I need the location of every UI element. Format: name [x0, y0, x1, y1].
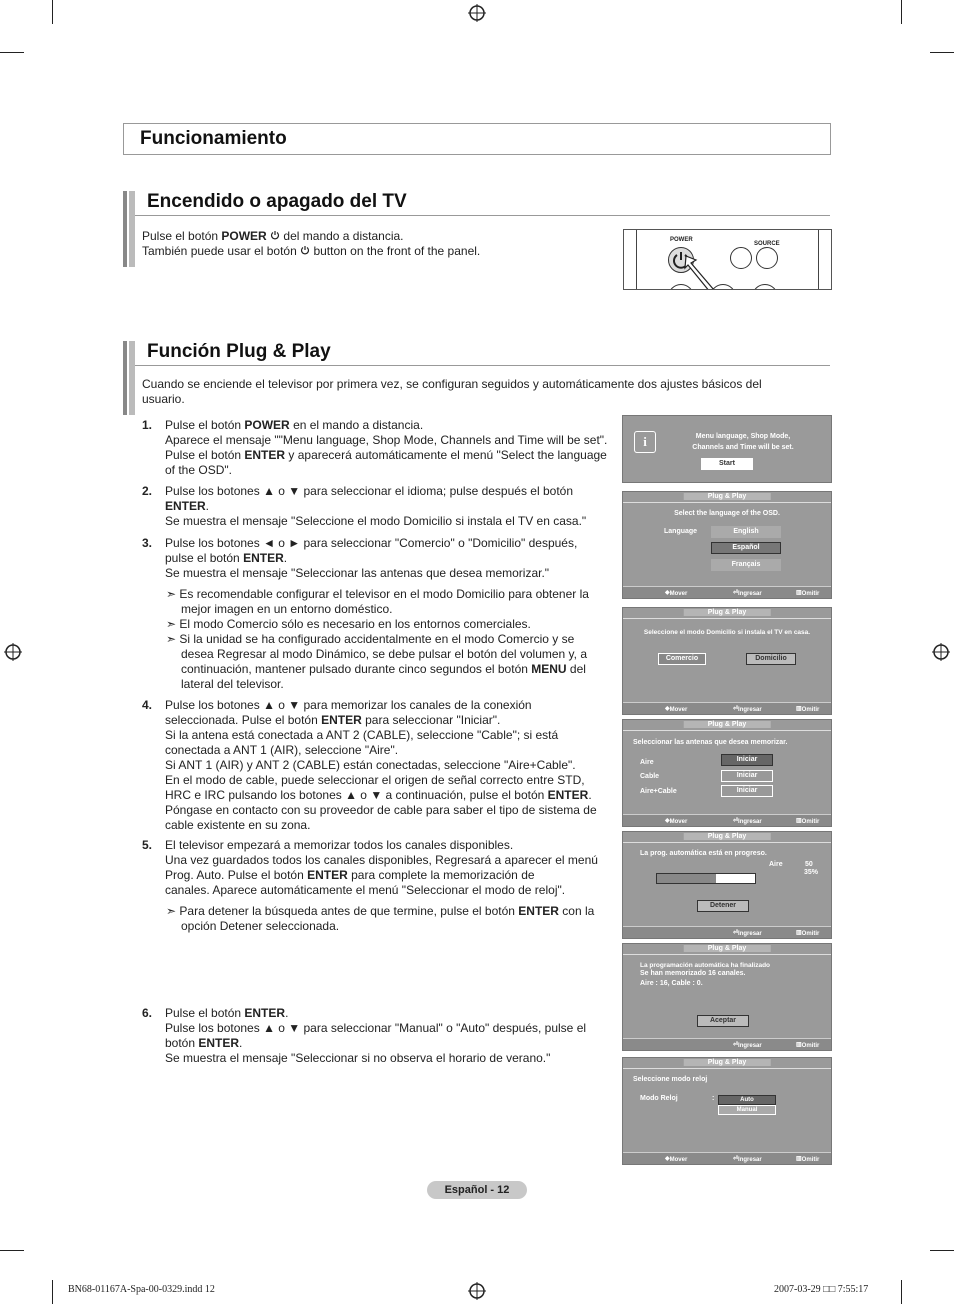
detener-button[interactable]: Detener	[697, 900, 749, 912]
step-text: Pulse los botones ▲ o ▼ para memorizar los canales de la conexión seleccionada. Pulse el botón ENTER para seleccionar "Iniciar". Si la antena está conectada a ANT 2 (CABLE), seleccione "Cable"; si está conectada a ANT 1 (AIR), seleccione "Aire". Si ANT 1 (AIR) y ANT 2 (CABLE) están conectadas, seleccione "Aire+Cable". En el modo de cable, puede seleccionar el origen de señal correcto entre STD, HRC e IRC pulsando los botones ▲ o ▼ a continuación, pulse el botón ENTER. Póngase en contacto con su proveedor de cable para saber el tipo de sistema de cable existente en su zona.	[165, 698, 597, 832]
step-number: 6.	[142, 1006, 153, 1020]
crop-mark	[0, 1250, 24, 1251]
step-text: Pulse los botones ◄ o ► para seleccionar "Comercio" o "Domicilio" después, pulse el botón ENTER. Se muestra el mensaje "Seleccionar las antenas que desea memorizar."	[165, 536, 578, 580]
step-number: 5.	[142, 838, 153, 852]
registration-mark-icon	[468, 1282, 486, 1300]
language-option-francais[interactable]: Français	[711, 559, 781, 571]
iniciar-button-cable[interactable]: Iniciar	[721, 770, 773, 782]
step-text: Pulse el botón ENTER. Pulse los botones ▲ o ▼ para seleccionar "Manual" o "Auto" después, pulse el botón ENTER. Se muestra el mensaje "Seleccionar si no observa el horario de verano."	[165, 1006, 587, 1065]
source-button	[756, 247, 778, 269]
section-title: Función Plug & Play	[147, 341, 331, 362]
power-icon	[300, 245, 310, 255]
intro-paragraph: Cuando se enciende el televisor por primera vez, se configuran seguidos y automáticamente dos ajustes básicos del usuario.	[142, 377, 762, 406]
remote-illustration: POWER SOURCE	[623, 229, 832, 290]
crop-mark	[52, 1280, 53, 1304]
progress-fill	[657, 874, 716, 883]
pointer-arrow-icon	[684, 254, 724, 290]
mode-option-comercio[interactable]: Comercio	[658, 653, 706, 665]
step-number: 4.	[142, 698, 153, 712]
osd-screen-progress: Plug & Play La prog. automática está en progreso. Aire 50 35% Detener ⏎ Ingresar ▥ Omitir	[622, 831, 832, 939]
mode-option-domicilio[interactable]: Domicilio	[746, 653, 796, 665]
aceptar-button[interactable]: Aceptar	[697, 1015, 749, 1027]
osd-screen-antenna: Plug & Play Seleccionar las antenas que desea memorizar. Aire Cable Aire+Cable Iniciar Iniciar Iniciar ◆ Mover ⏎ Ingresar ▥ Omitir	[622, 719, 832, 827]
registration-mark-icon	[4, 643, 22, 661]
osd-screen-clock: Plug & Play Seleccione modo reloj Modo Reloj : Auto Manual ◆ Mover ⏎ Ingresar ▥ Omitir	[622, 1057, 832, 1165]
step-number: 1.	[142, 418, 153, 432]
language-option-espanol[interactable]: Español	[711, 542, 781, 554]
crop-mark	[901, 1280, 902, 1304]
step5-notes: ➣ Para detener la búsqueda antes de que termine, pulse el botón ENTER con la opción Detener seleccionada.	[166, 904, 595, 933]
crop-mark	[930, 52, 954, 53]
start-button[interactable]: Start	[701, 458, 753, 470]
chapter-header	[123, 123, 831, 155]
language-option-english[interactable]: English	[711, 526, 781, 538]
crop-mark	[0, 52, 24, 53]
step3-notes: ➣ Es recomendable configurar el televisor en el modo Domicilio para obtener la mejor imagen en un entorno doméstico. ➣ El modo Comercio sólo es necesario en los entornos comerciales. ➣ Si la unidad se ha configurado accidentalmente en el modo Comercio y se desea Regresar al modo Dinámico, se debe pulsar el botón del volumen y, a continuación, mantener pulsado durante cinco segundos el botón MENU del lateral del televisor.	[166, 587, 589, 691]
tv-button	[730, 247, 752, 269]
chapter-title: Funcionamiento	[140, 128, 287, 149]
osd-screen-language: Plug & Play Select the language of the OSD. Language English Español Français ◆ Mover ⏎ Ingresar ▥ Omitir	[622, 491, 832, 599]
crop-mark	[901, 0, 902, 24]
step-number: 2.	[142, 484, 153, 498]
page-number-label: Español - 12	[427, 1181, 527, 1199]
progress-bar	[656, 873, 756, 884]
footer-timestamp: 2007-03-29 □□ 7:55:17	[774, 1284, 869, 1295]
power-instruction: Pulse el botón POWER del mando a distancia. También puede usar el botón button on the front of the panel.	[142, 229, 481, 258]
step-number: 3.	[142, 536, 153, 550]
section-title: Encendido o apagado del TV	[147, 191, 407, 212]
registration-mark-icon	[932, 643, 950, 661]
step-text: Pulse los botones ▲ o ▼ para seleccionar el idioma; pulse después el botón ENTER. Se muestra el mensaje "Seleccione el modo Domicilio si instala el TV en casa."	[165, 484, 587, 528]
power-icon	[270, 230, 280, 240]
crop-mark	[930, 1250, 954, 1251]
step-text: El televisor empezará a memorizar todos los canales disponibles. Una vez guardados todos los canales disponibles, Regresará a aparecer el menú Prog. Auto. Pulse el botón ENTER para complete la memorización de canales. Aparece automáticamente el menú "Seleccionar el modo de reloj".	[165, 838, 598, 897]
info-icon: i	[634, 431, 656, 453]
clock-option-auto[interactable]: Auto	[718, 1095, 776, 1105]
osd-screen-finished: Plug & Play La programación automática ha finalizado Se han memorizado 16 canales. Aire : 16, Cable : 0. Aceptar ⏎ Ingresar ▥ Omitir	[622, 943, 832, 1051]
clock-option-manual[interactable]: Manual	[718, 1105, 776, 1115]
registration-mark-icon	[468, 4, 486, 22]
step-text: Pulse el botón POWER en el mando a distancia. Aparece el mensaje ""Menu language, Shop Mode, Channels and Time will be set". Pulse el botón ENTER y aparecerá automáticamente el menú "Select the language of the OSD".	[165, 418, 608, 477]
osd-screen-start: i Menu language, Shop Mode, Channels and Time will be set. Start	[622, 415, 832, 483]
iniciar-button-aire[interactable]: Iniciar	[721, 754, 773, 766]
iniciar-button-aire-cable[interactable]: Iniciar	[721, 785, 773, 797]
footer-file-info: BN68-01167A-Spa-00-0329.indd 12	[68, 1284, 215, 1295]
osd-screen-mode: Plug & Play Seleccione el modo Domicilio si instala el TV en casa. Comercio Domicilio ◆ Mover ⏎ Ingresar ▥ Omitir	[622, 607, 832, 715]
crop-mark	[52, 0, 53, 24]
